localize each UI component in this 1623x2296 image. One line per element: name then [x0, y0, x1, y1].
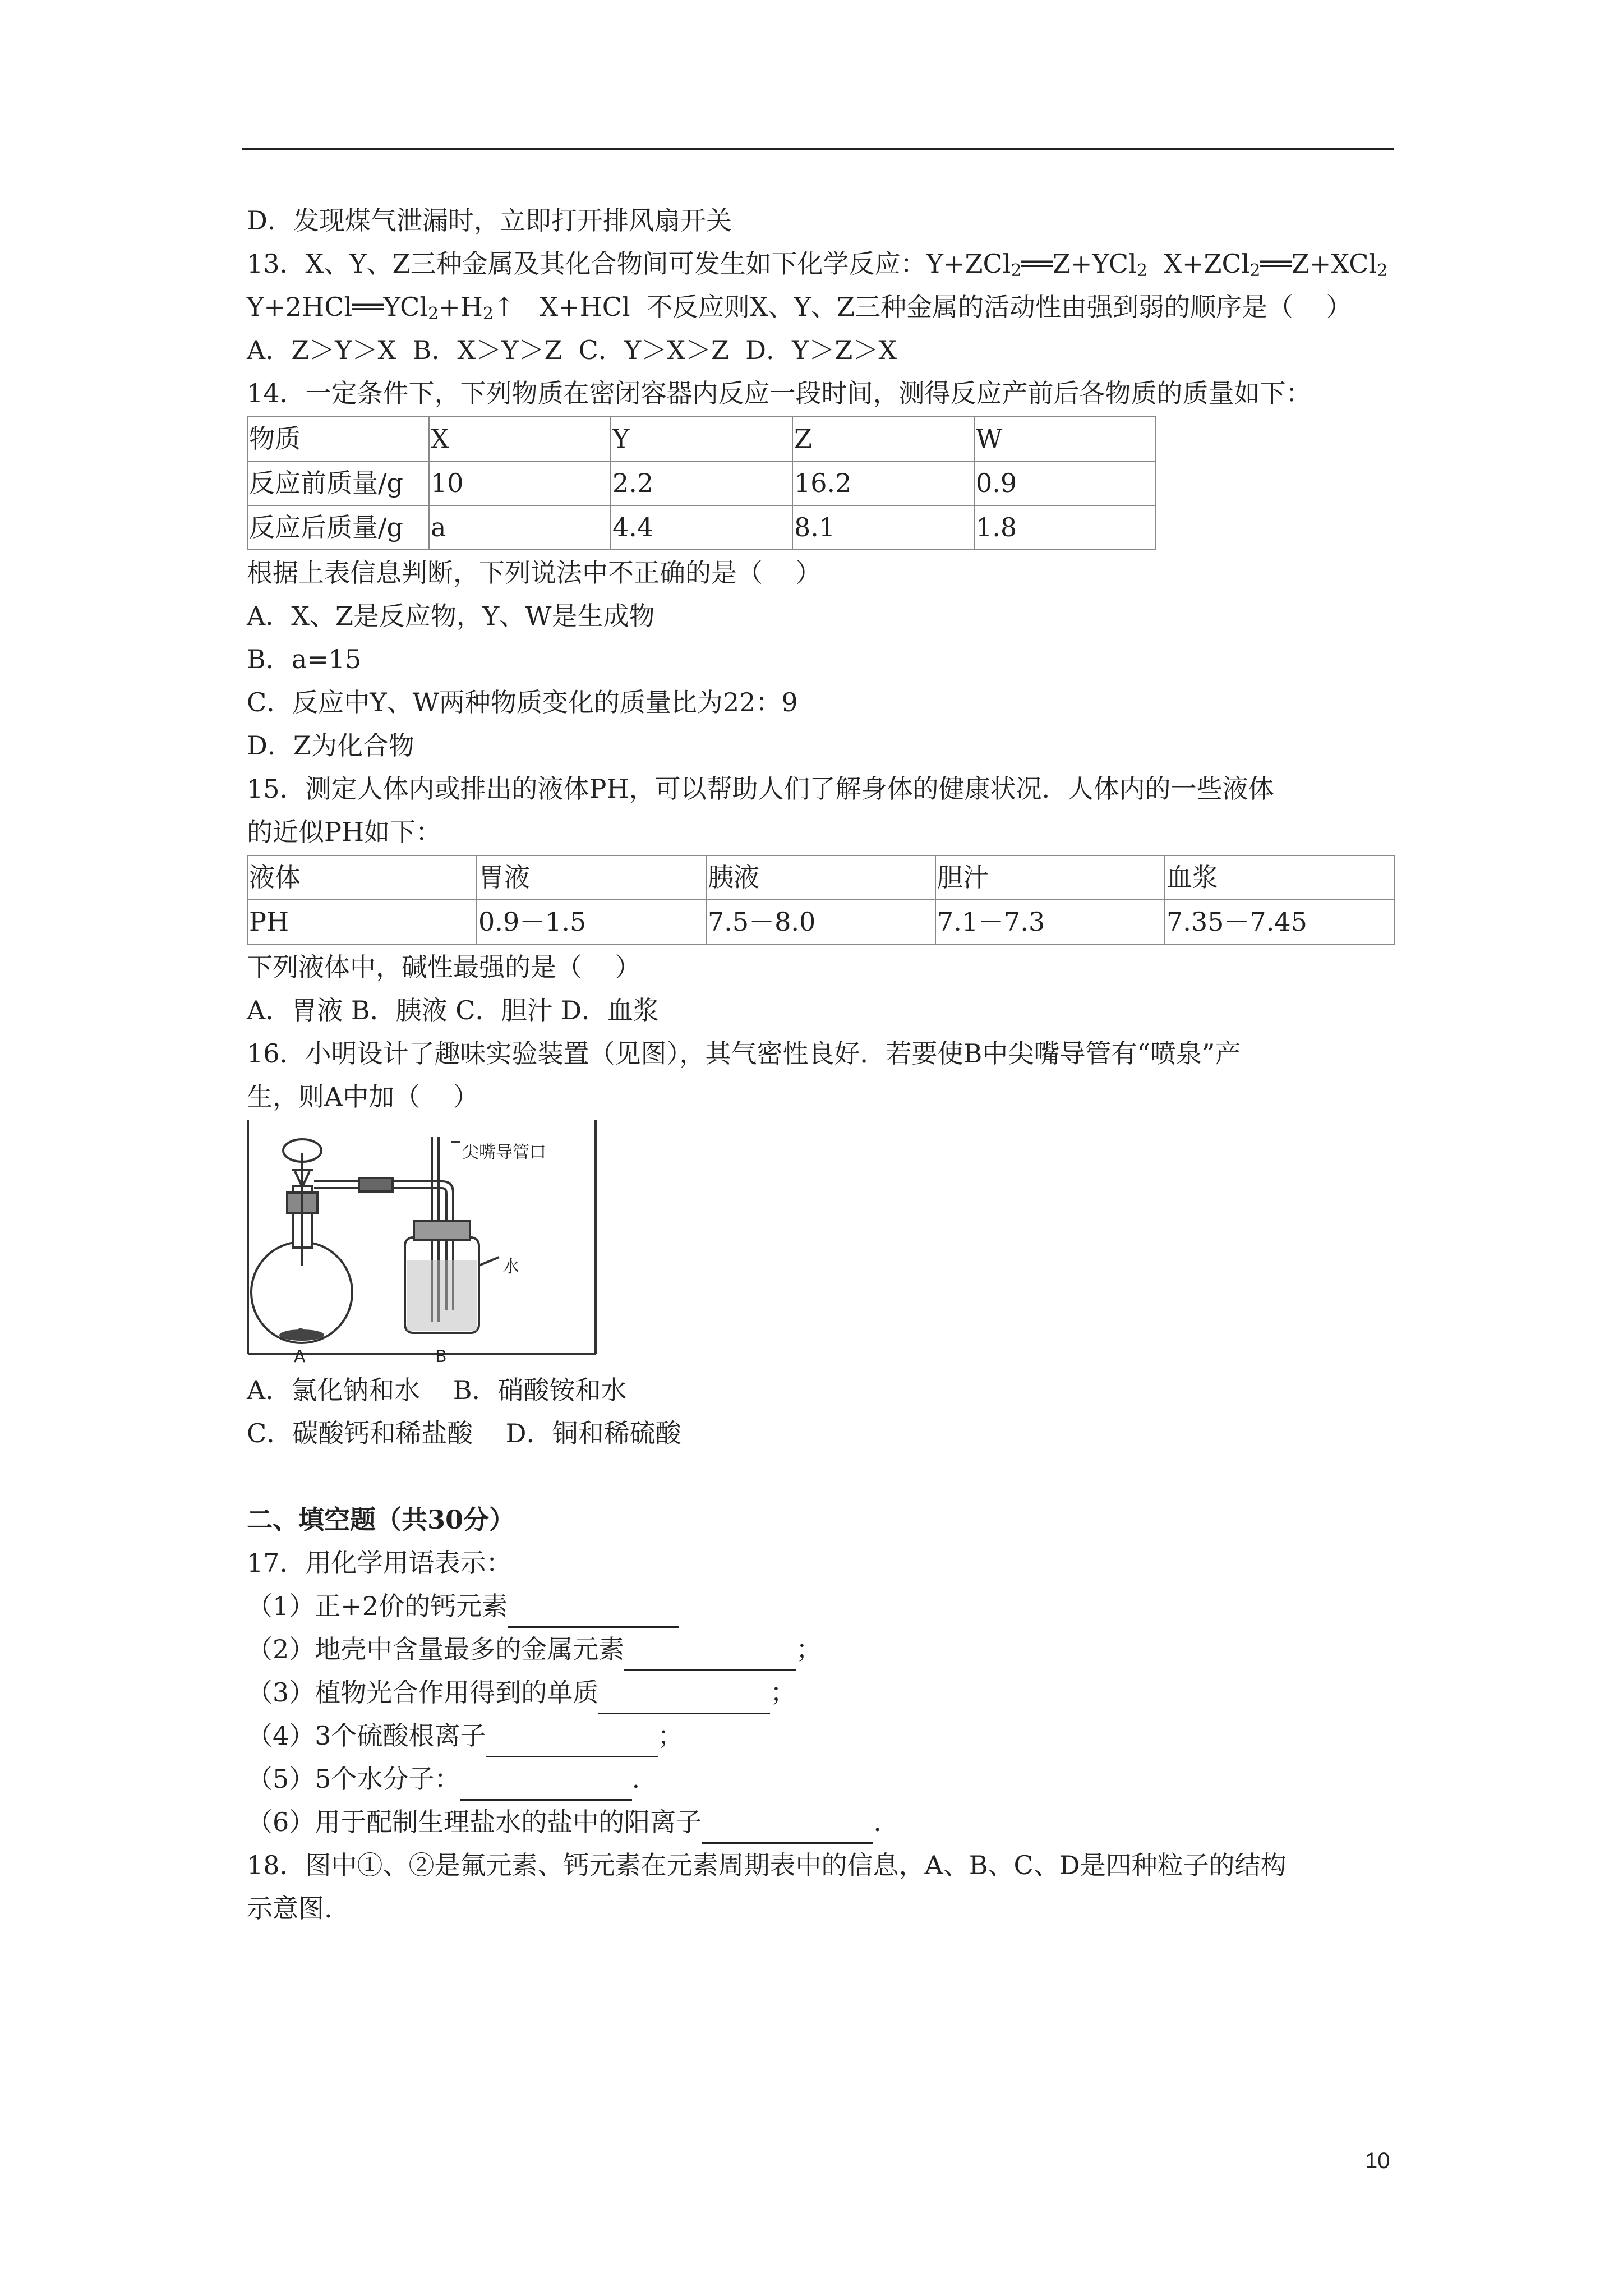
- table-cell: a: [429, 505, 611, 550]
- q14-stem: 14．一定条件下，下列物质在密闭容器内反应一段时间，测得反应产前后各物质的质量如下：: [247, 378, 1312, 408]
- table-cell: 0.9－1.5: [477, 900, 706, 944]
- table-cell: 胆汁: [935, 855, 1165, 900]
- q17-item-4: （4）3个硫酸根离子 ；: [247, 1714, 1413, 1757]
- bottle-b-label: B: [435, 1347, 447, 1366]
- q17-item-3: （3）植物光合作用得到的单质 ；: [247, 1671, 1413, 1714]
- q18-stem-line1: 18．图中①、②是氟元素、钙元素在元素周期表中的信息，A、B、C、D是四种粒子的结构: [247, 1850, 1287, 1880]
- table-cell: Y: [611, 417, 792, 461]
- q15-ph-table: [247, 855, 1395, 945]
- answer-blank[interactable]: [598, 1680, 770, 1714]
- header-rule: [242, 148, 1394, 150]
- table-row: [247, 461, 1156, 505]
- table-cell: 16.2: [792, 461, 974, 505]
- table-cell: 8.1: [792, 505, 974, 550]
- water-label: 水: [502, 1257, 519, 1277]
- q14-option-d: D．Z为化合物: [247, 730, 414, 761]
- table-cell: 4.4: [611, 505, 792, 550]
- table-cell: 物质: [247, 417, 429, 461]
- table-cell: 血浆: [1165, 855, 1394, 900]
- q15-question: 下列液体中，碱性最强的是（ ）: [247, 952, 641, 982]
- q17-item-1: （1）正+2价的钙元素: [247, 1585, 1413, 1628]
- page-number: 10: [1365, 2148, 1390, 2173]
- table-cell: 胃液: [477, 855, 706, 900]
- table-cell: 反应前质量/g: [247, 461, 429, 505]
- q17-item-2: （2）地壳中含量最多的金属元素 ；: [247, 1628, 1413, 1671]
- answer-blank[interactable]: [486, 1723, 658, 1757]
- q14-option-a: A．X、Z是反应物，Y、W是生成物: [247, 601, 655, 631]
- q16-stem-line2: 生，则A中加（ ）: [247, 1082, 479, 1112]
- q14-option-c: C．反应中Y、W两种物质变化的质量比为22：9: [247, 687, 798, 717]
- q17-stem: 17．用化学用语表示：: [247, 1548, 512, 1578]
- page-content: [247, 199, 1413, 1930]
- q13-stem-line2: $Y+2HCl══YCl_2+H_2↑$ X+HCl 不反应则X、Y、Z三种金属的活动性由强到弱的顺序是（ ）: [247, 292, 1352, 324]
- q14-question: 根据上表信息判断，下列说法中不正确的是（ ）: [247, 558, 822, 588]
- table-cell: 7.1－7.3: [935, 900, 1165, 944]
- answer-blank[interactable]: [702, 1810, 873, 1844]
- q16-options-ab: A．氯化钠和水 B．硝酸铵和水: [247, 1375, 627, 1405]
- table-cell: 7.35－7.45: [1165, 900, 1394, 944]
- q17-item-5: （5）5个水分子： .: [247, 1757, 1413, 1801]
- q12-option-d: D．发现煤气泄漏时，立即打开排风扇开关: [247, 205, 732, 236]
- section-heading: 二、填空题（共30分）: [247, 1504, 515, 1535]
- table-cell: 7.5－8.0: [706, 900, 935, 944]
- table-cell: 1.8: [974, 505, 1156, 550]
- q14-mass-table: [247, 416, 1156, 550]
- q15-stem-line2: 的近似PH如下：: [247, 817, 442, 847]
- table-row: [247, 855, 1394, 900]
- flask-a-label: A: [294, 1347, 306, 1366]
- q18-stem-line2: 示意图.: [247, 1893, 333, 1924]
- table-cell: 0.9: [974, 461, 1156, 505]
- q15-options: A．胃液 B．胰液 C．胆汁 D．血浆: [247, 995, 659, 1025]
- table-cell: 胰液: [706, 855, 935, 900]
- q15-stem-line1: 15．测定人体内或排出的液体PH，可以帮助人们了解身体的健康状况．人体内的一些液体: [247, 774, 1274, 804]
- table-row: [247, 417, 1156, 461]
- table-cell: 液体: [247, 855, 477, 900]
- q16-stem-line1: 16．小明设计了趣味实验装置（见图），其气密性良好．若要使B中尖嘴导管有“喷泉”产: [247, 1038, 1241, 1069]
- nozzle-label: 尖嘴导管口: [462, 1143, 546, 1162]
- answer-blank[interactable]: [508, 1594, 679, 1628]
- q17-item-6: （6）用于配制生理盐水的盐中的阳离子 .: [247, 1801, 1413, 1844]
- table-cell: PH: [247, 900, 477, 944]
- table-cell: X: [429, 417, 611, 461]
- table-cell: Z: [792, 417, 974, 461]
- table-cell: 2.2: [611, 461, 792, 505]
- table-cell: 反应后质量/g: [247, 505, 429, 550]
- table-row: [247, 505, 1156, 550]
- answer-blank[interactable]: [460, 1766, 632, 1801]
- table-row: [247, 900, 1394, 944]
- q14-option-b: B．a=15: [247, 644, 362, 674]
- apparatus-figure: [247, 1120, 597, 1366]
- answer-blank[interactable]: [624, 1637, 796, 1671]
- q13-stem-line1: 13．X、Y、Z三种金属及其化合物间可发生如下化学反应：Y+ZCl$_2$══Z+YCl$_2$ X+ZCl$_2$══Z+XCl$_2$: [247, 249, 1388, 280]
- q13-options: A．Z＞Y＞X B．X＞Y＞Z C．Y＞X＞Z D．Y＞Z＞X: [247, 335, 897, 365]
- table-cell: W: [974, 417, 1156, 461]
- table-cell: 10: [429, 461, 611, 505]
- q16-options-cd: C．碳酸钙和稀盐酸 D．铜和稀硫酸: [247, 1418, 681, 1448]
